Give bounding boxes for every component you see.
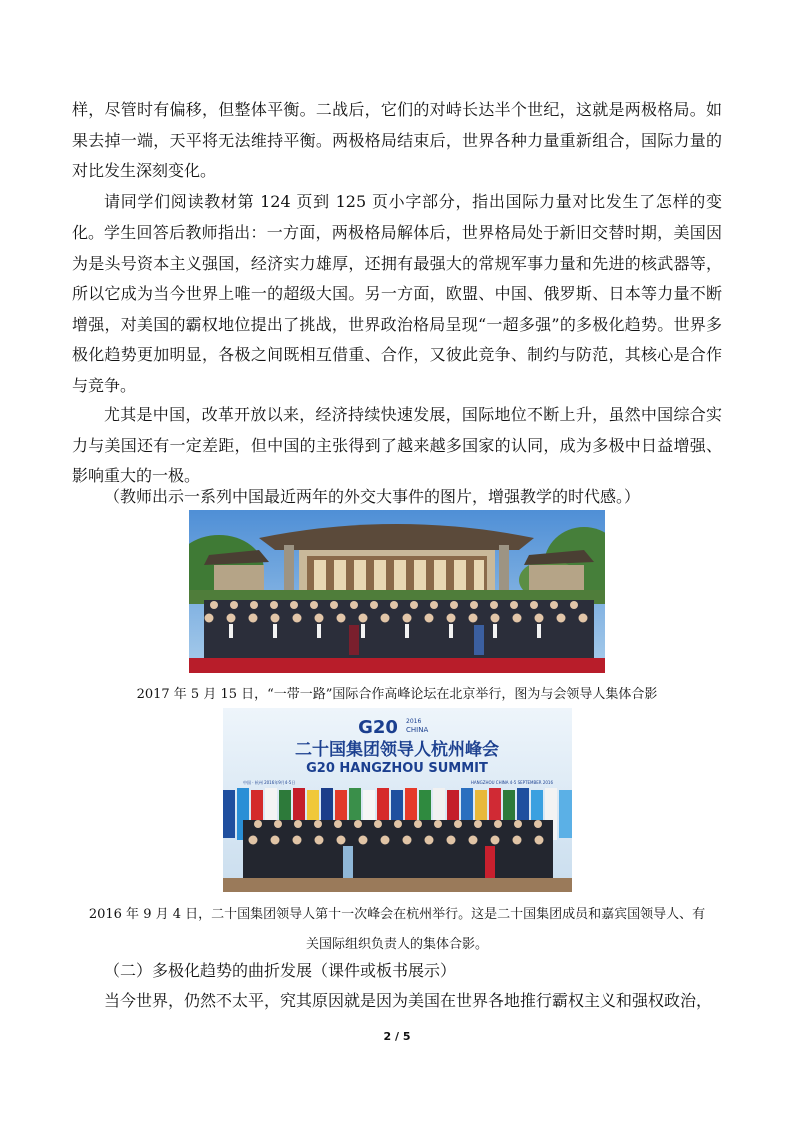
g20-logo: G20 bbox=[358, 717, 398, 738]
g20-logo-year: 2016 bbox=[406, 718, 422, 725]
page-number: 2 / 5 bbox=[383, 1030, 411, 1043]
belt-road-forum-photo bbox=[189, 510, 605, 673]
paragraph-teacher-explains: 学生回答后教师指出：一方面，两极格局解体后，世界格局处于新旧交替时期，美国因为是头号资本主义强国，经济实力雄厚，还拥有最强大的常规军事力量和先进的核武器等，所以它成为当今世界上唯一的超级大国。另一方面，欧盟、中国、俄罗斯、日本等力量不断增强，对美国的霸权地位提出了挑战，世界政治格局呈现“一超多强”的多极化趋势。世界多极化趋势更加明显，各极之间既相互借重、合作，又彼此竞争、制约与防范，其核心是合作与竞争。 bbox=[72, 223, 722, 395]
g20-caption-line2: 关国际组织负责人的集体合影。 bbox=[305, 937, 488, 952]
paragraph-teacher-shows: （教师出示一系列中国最近两年的外交大事件的图片，增强教学的时代感。） bbox=[104, 487, 641, 506]
paragraph-bipolar: 样，尽管时有偏移，但整体平衡。二战后，它们的对峙长达半个世纪，这就是两极格局。如果去掉一端，天平将无法维持平衡。两极格局结束后，世界各种力量重新组合，国际力量的对比发生深刻变化。 bbox=[72, 100, 722, 180]
g20-banner-left-note: 中国 · 杭州 2016年9月4-5日 bbox=[243, 780, 296, 785]
section-heading-multipolar-development: （二）多极化趋势的曲折发展（课件或板书展示） bbox=[104, 961, 457, 980]
paragraph-reading-task: 请同学们阅读教材第 124 页到 125 页小字部分，指出国际力量对比发生了怎样的变化。 bbox=[72, 192, 722, 242]
g20-banner-title: 二十国集团领导人杭州峰会 bbox=[295, 740, 499, 760]
paragraph-current-world: 当今世界，仍然不太平，究其原因就是因为美国在世界各地推行霸权主义和强权政治， bbox=[104, 991, 713, 1010]
g20-caption-line1: 2016 年 9 月 4 日，二十国集团领导人第十一次峰会在杭州举行。这是二十国集团成员和嘉宾国领导人、有 bbox=[88, 907, 706, 922]
g20-banner-subtitle: G20 HANGZHOU SUMMIT bbox=[306, 761, 488, 776]
belt-road-caption: 2017 年 5 月 15 日，“一带一路”国际合作高峰论坛在北京举行，图为与会领导人集体合影 bbox=[136, 687, 658, 702]
paragraph-china-rise: 尤其是中国，改革开放以来，经济持续快速发展，国际地位不断上升，虽然中国综合实力与美国还有一定差距，但中国的主张得到了越来越多国家的认同，成为多极中日益增强、影响重大的一极。 bbox=[72, 405, 722, 485]
g20-logo-country: CHINA bbox=[406, 726, 429, 734]
g20-banner-right-note: HANGZHOU CHINA 4-5 SEPTEMBER 2016 bbox=[470, 780, 553, 785]
g20-summit-photo bbox=[223, 708, 572, 892]
